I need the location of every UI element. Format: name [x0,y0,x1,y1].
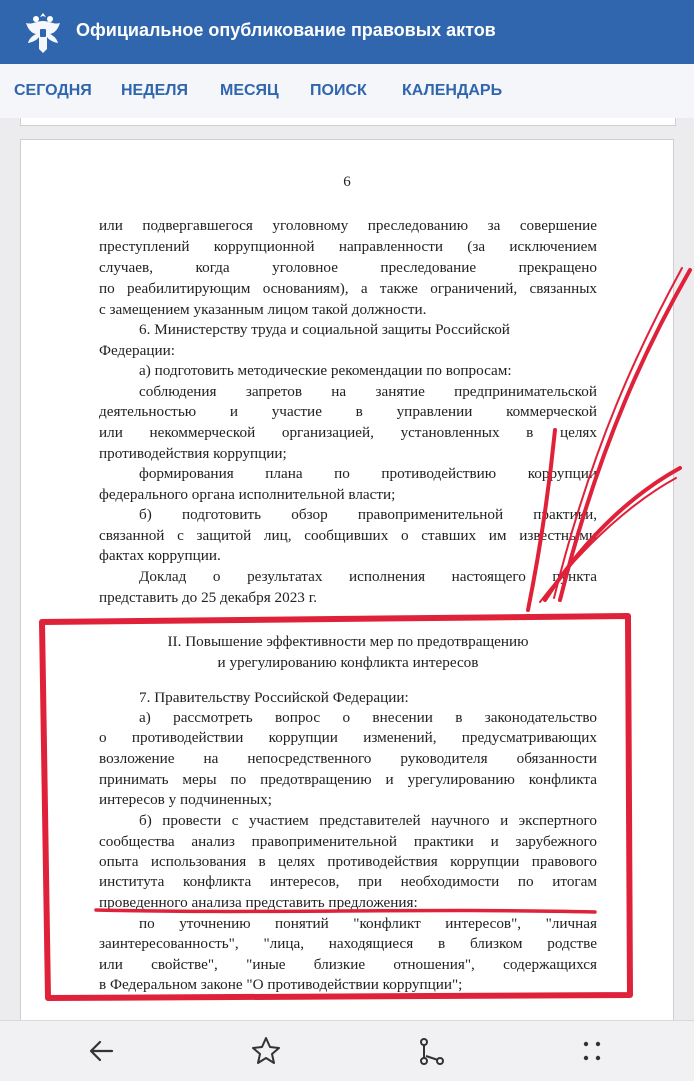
page-number: 6 [343,174,351,190]
app-header [0,0,694,64]
app-title: Официальное опубликование правовых актов [76,20,496,40]
document-text-line: с замещением указанным лицом такой должности. [99,301,427,318]
document-text-line: связанной с защитой лиц, сообщивших о ставших им известными [99,527,597,544]
nav-tab-calendar[interactable]: КАЛЕНДАРЬ [402,82,503,99]
document-text-line: деятельностью и участие в управлении коммерческой [99,403,597,420]
nav-tab-month[interactable]: МЕСЯЦ [220,82,279,99]
document-text-line: а) подготовить методические рекомендации по вопросам: [139,362,512,379]
document-text-line: федерального органа исполнительной власти; [99,486,396,503]
document-text-line: института конфликта интересов, при необходимости по итогам [99,873,597,890]
nav-tab-today[interactable]: СЕГОДНЯ [14,82,92,99]
document-text-line: представить до 25 декабря 2023 г. [99,589,317,606]
bottom-toolbar [0,1020,694,1081]
document-text-line: или некоммерческой организацией, установленных в целях [99,424,597,441]
document-text-line: по уточнению понятий "конфликт интересов", "личная [139,915,597,932]
back-arrow-icon[interactable] [82,1031,122,1071]
document-text-line: о противодействии коррупции изменений, предусматривающих [99,729,597,746]
document-text-line: II. Повышение эффективности мер по предотвращению [167,633,529,650]
russian-eagle-emblem-icon[interactable] [22,9,64,55]
nav-tab-week[interactable]: НЕДЕЛЯ [121,82,189,99]
nav-tab-search[interactable]: ПОИСК [310,82,367,99]
share-icon[interactable] [410,1031,450,1071]
nav-bar [0,64,694,118]
document-text-line: фактах коррупции. [99,547,221,564]
document-text-line: в Федеральном законе "О противодействии коррупции"; [99,976,463,993]
document-text-line: противодействия коррупции; [99,445,287,462]
previous-page-edge [20,118,676,126]
document-text-line: б) провести с участием представителей научного и экспертного [139,812,597,829]
star-icon[interactable] [246,1031,286,1071]
document-text-line: соблюдения запретов на занятие предпринимательской [139,383,597,400]
document-text-line: опыта использования в целях противодействия коррупции правового [99,853,597,870]
document-text-line: преступлений коррупционной направленности (за исключением [99,238,597,255]
document-text-line: 6. Министерству труда и социальной защиты Российской [139,321,510,338]
document-text-line: а) рассмотреть вопрос о внесении в законодательство [139,709,597,726]
more-options-icon[interactable] [572,1031,612,1071]
document-text-line: возложение на непосредственного руководителя обязанности [99,750,597,767]
document-text-line: случаев, когда уголовное преследование прекращено [99,259,597,276]
document-text-line: Доклад о результатах исполнения настоящего пункта [139,568,597,585]
document-text-line: по реабилитирующим основаниям), а также ограничений, связанных [99,280,597,297]
document-text-line: принимать меры по предотвращению и урегулированию конфликта [99,771,597,788]
document-text-line: или свойстве", "иные близкие отношения", содержащихся [99,956,597,973]
document-text-line: проведенного анализа представить предложения: [99,894,418,911]
document-text-line: Федерации: [99,342,175,359]
document-text-line: или подвергавшегося уголовному преследованию за совершение [99,217,597,234]
document-text-line: заинтересованность", "лица, находящиеся в близком родстве [99,935,597,952]
document-text-line: 7. Правительству Российской Федерации: [139,689,409,706]
document-text-line: сообщества анализ правоприменительной практики и зарубежного [99,833,597,850]
document-text-line: интересов у подчиненных; [99,791,272,808]
document-text-line: и урегулированию конфликта интересов [217,654,479,671]
document-text-line: б) подготовить обзор правоприменительной практики, [139,506,597,523]
document-text-line: формирования плана по противодействию коррупции [139,465,597,482]
